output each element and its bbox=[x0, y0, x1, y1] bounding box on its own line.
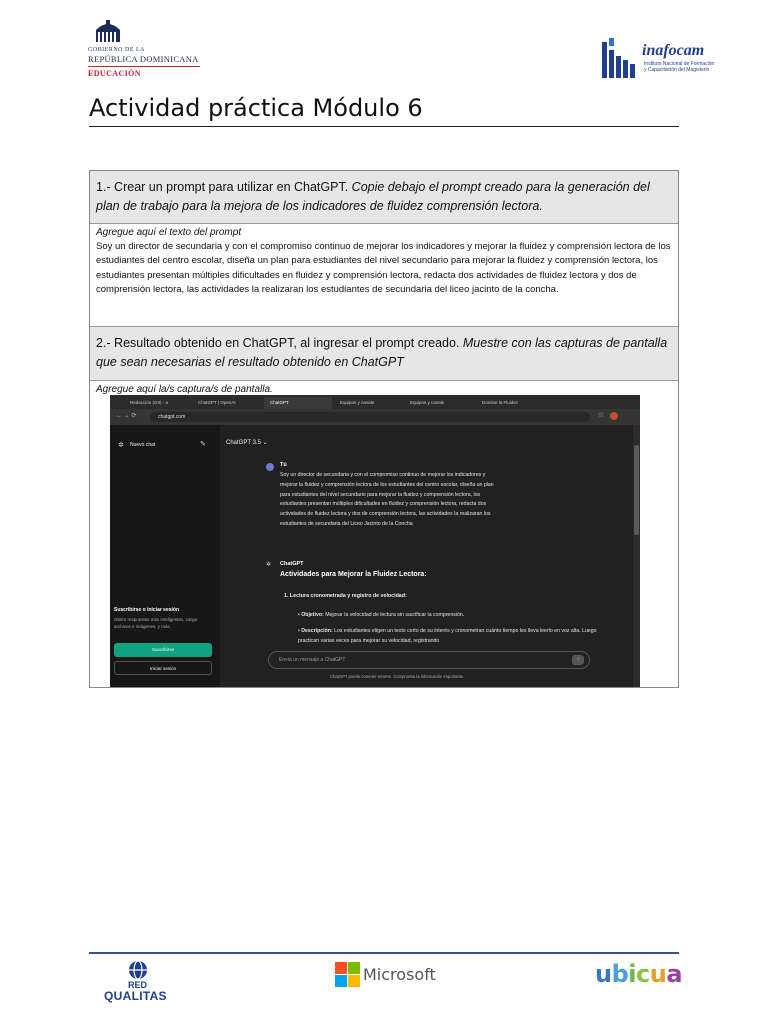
gov-divider bbox=[88, 66, 200, 67]
gov-line3: EDUCACIÓN bbox=[88, 69, 141, 78]
chat-main bbox=[220, 425, 640, 687]
inafocam-logo bbox=[600, 36, 715, 84]
bullet2-text: Los estudiantes eligen un texto corto de su interés y cronometran cuánto tiempo les lleva leerlo en voz alta. Luego practican varias veces para mejorar su velocidad, registrando bbox=[298, 628, 597, 644]
page-title: Actividad práctica Módulo 6 bbox=[89, 94, 423, 122]
subscribe-button[interactable]: Suscribirse bbox=[114, 643, 212, 657]
activity-table bbox=[89, 170, 679, 688]
section2-hint: Agregue aquí la/s captura/s de pantalla. bbox=[96, 384, 273, 395]
inafocam-sub2: y Capacitación del Magisterio bbox=[644, 67, 710, 73]
red-text: RED bbox=[128, 980, 148, 990]
openai-logo-icon: ✲ bbox=[118, 442, 124, 449]
browser-tab[interactable]: Equipos y canale bbox=[410, 400, 445, 405]
login-button[interactable]: Iniciar sesión bbox=[114, 661, 212, 675]
bot-item-1: 1. Lectura cronometrada y registro de velocidad: bbox=[284, 593, 407, 599]
bot-heading: Actividades para Mejorar la Fluidez Lectora: bbox=[280, 571, 427, 578]
microsoft-logo bbox=[335, 962, 435, 990]
bookmark-star-icon[interactable]: ☆ bbox=[598, 412, 605, 419]
prompt-text[interactable]: Soy un director de secundaria y con el compromiso continuo de mejorar los indicadores y mejorar la fluidez y comprensión lectora de los estudiantes del centro escolar, diseña un plan para estudiantes del nivel secundario para mejorar la fluidez y comprensión lectora, los estudiantes presentan múltiples dificultades en fluidez y comprensión lectora, redacta dos actividades de fluidez lectora y dos de comprensión lectora, las actividades la realizaran los estudiantes de secundaria del liceo jacinto de la concha. bbox=[96, 241, 671, 295]
inafocam-bars-icon bbox=[600, 36, 636, 80]
user-message: Soy un director de secundaria y con el compromiso continuo de mejorar los indicadores y mejorar la fluidez y comprensión lectora de los estudiantes del centro escolar, diseña un plan para estudiantes del nivel secundario para mejorar la fluidez y comprensión lectora, los estudiantes presentan múltiples dificultades en fluidez y comprensión lectora, redacta dos actividades de fluidez lectora y dos de comprensión lectora, las actividades la realizaran los estudiantes de secundaria del Liceo Jacinto de la Concha bbox=[280, 472, 494, 527]
chatgpt-screenshot bbox=[110, 395, 640, 687]
browser-tab-bar bbox=[110, 395, 640, 409]
bot-bullet-1: • Objetivo: Mejorar la velocidad de lectura sin sacrificar la comprensión. bbox=[298, 612, 465, 618]
coat-of-arms-icon bbox=[88, 18, 128, 44]
section2-prefix: 2.- Resultado obtenido en ChatGPT, al ingresar el prompt creado. bbox=[96, 336, 463, 350]
section2-instructions: Muestre con las capturas de pantalla que sean necesarias el resultado obtenido en ChatGPT bbox=[96, 336, 668, 369]
gov-line1: GOBIERNO DE LA bbox=[88, 47, 145, 53]
browser-tab[interactable]: Redacción (GII) - a bbox=[130, 400, 169, 405]
footer-divider bbox=[89, 952, 679, 954]
subscribe-title: Suscribirse o iniciar sesión bbox=[114, 607, 180, 613]
bot-name: ChatGPT bbox=[280, 561, 304, 567]
title-underline bbox=[89, 126, 679, 127]
red-qualitas-logo bbox=[100, 960, 180, 1006]
section1-body bbox=[90, 224, 678, 327]
subscribe-text: Obtén respuestas más inteligentes, carga archivos e imágenes, y más. bbox=[114, 617, 198, 629]
profile-avatar[interactable] bbox=[610, 412, 618, 420]
inafocam-name: inafocam bbox=[642, 42, 705, 59]
scrollbar-thumb[interactable] bbox=[634, 445, 639, 535]
user-avatar bbox=[266, 463, 274, 471]
chat-sidebar bbox=[110, 425, 220, 687]
section1-prefix: 1.- Crear un prompt para utilizar en ChatGPT. bbox=[96, 180, 352, 194]
nav-arrows-icon[interactable]: ← → ⟳ bbox=[116, 413, 137, 419]
browser-tab[interactable]: Equipos y canale bbox=[340, 400, 375, 405]
bullet1-label: Objetivo: bbox=[301, 612, 324, 618]
bullet2-label: Descripción: bbox=[301, 628, 333, 634]
url-field[interactable]: chatgpt.com bbox=[150, 412, 590, 422]
disclaimer: ChatGPT puede cometer errores. Comprueba la información importante. bbox=[330, 674, 465, 679]
chatgpt-icon: ✲ bbox=[266, 562, 272, 568]
send-arrow-icon[interactable]: ↑ bbox=[572, 655, 584, 665]
chat-scrollbar[interactable] bbox=[633, 425, 640, 687]
browser-tab-active[interactable]: ChatGPT bbox=[264, 397, 332, 409]
section1-header bbox=[90, 171, 678, 224]
section1-instructions: Copie debajo el prompt creado para la generación del plan de trabajo para la mejora de los indicadores de fluidez comprensión lectora. bbox=[96, 180, 650, 213]
globe-icon bbox=[126, 960, 150, 980]
message-input[interactable]: Envía un mensaje a ChatGPT bbox=[268, 651, 590, 669]
browser-tab[interactable]: ChatGPT | OpenAI bbox=[198, 400, 236, 405]
browser-url-bar bbox=[110, 409, 640, 425]
new-chat-button[interactable]: Nuevo chat bbox=[130, 442, 156, 448]
ubicua-logo: ubicua bbox=[595, 960, 683, 988]
edit-icon[interactable]: ✎ bbox=[200, 441, 206, 448]
inafocam-sub1: Instituto Nacional de Formación bbox=[644, 61, 715, 67]
browser-tab[interactable]: Domine la Fluidez bbox=[482, 400, 519, 405]
gov-logo bbox=[82, 18, 202, 82]
model-selector[interactable]: ChatGPT 3.5 ⌄ bbox=[226, 440, 268, 446]
section2-header bbox=[90, 327, 678, 381]
microsoft-squares-icon bbox=[335, 962, 361, 988]
qualitas-text: QUALITAS bbox=[104, 989, 167, 1003]
microsoft-text: Microsoft bbox=[363, 965, 436, 984]
section1-hint: Agregue aquí el texto del prompt bbox=[96, 227, 242, 238]
gov-line2: REPÚBLICA DOMINICANA bbox=[88, 54, 199, 64]
bot-bullet-2: • Descripción: Los estudiantes eligen un texto corto de su interés y cronometran cuánto tiempo les lleva leerlo en voz alta. Luego practican varias veces para mejorar su velocidad, registrando bbox=[298, 628, 597, 644]
bullet1-text: Mejorar la velocidad de lectura sin sacrificar la comprensión. bbox=[323, 612, 465, 618]
user-name: Tú bbox=[280, 462, 287, 468]
